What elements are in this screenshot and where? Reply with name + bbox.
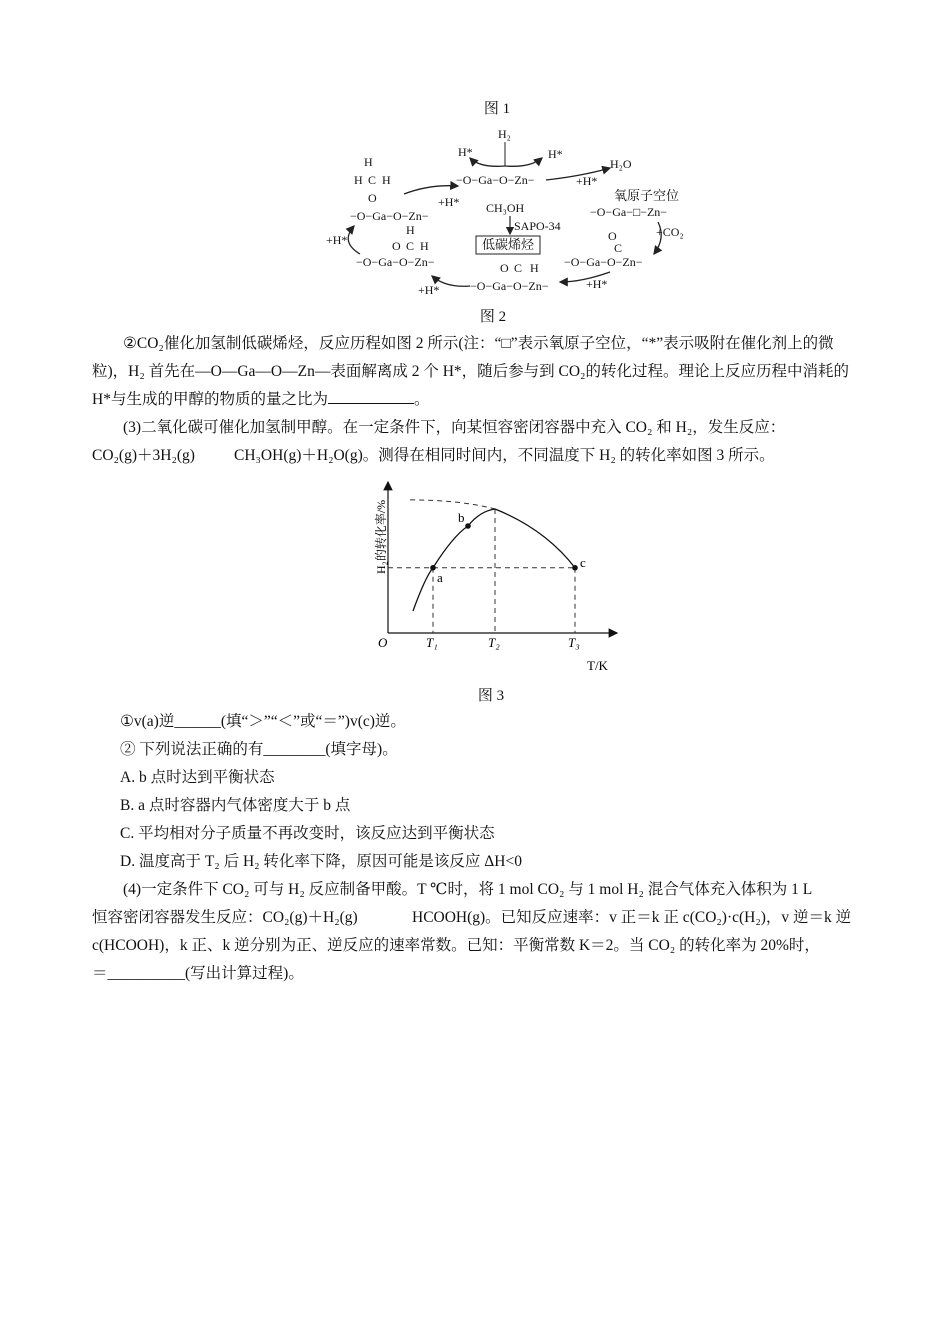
question-4-line-4: ＝__________(写出计算过程)。 [92, 965, 304, 982]
figure-3-chart [355, 476, 630, 681]
atom-c-co2: C [614, 241, 623, 255]
atom-c-formate: C [514, 261, 523, 275]
atom-h-left: H [354, 173, 363, 187]
series-conversion-solid [413, 509, 575, 611]
arrow-h-right [505, 158, 542, 166]
x-axis-label: T/K [587, 658, 608, 673]
formate-chain: −O−Ga−O−Zn− [470, 279, 549, 293]
option-b: B. a 点时容器内气体密度大于 b 点 [120, 797, 351, 814]
plus-h-bottom: +H* [418, 283, 440, 297]
atom-o-methoxy: O [368, 191, 377, 205]
olefin-label: 低碳烯烃 [482, 237, 535, 252]
figure-1-caption: 图 1 [483, 101, 511, 117]
arrow-h-left [470, 158, 505, 166]
point-b-label: b [458, 509, 465, 525]
atom-o-formate: O [500, 261, 509, 275]
question-2-paragraph [92, 330, 860, 414]
plus-co2-label: +CO₂ [656, 225, 684, 239]
atom-h-top: H [364, 155, 373, 169]
option-a: A. b 点时达到平衡状态 [120, 769, 275, 786]
origin-label: O [378, 635, 388, 650]
plus-h-bottom-right: +H* [586, 277, 608, 291]
x-tick-label-3: T₃ [568, 635, 580, 650]
figure-2-diagram [320, 122, 710, 302]
ch3oh-label: CH₃OH [486, 201, 525, 215]
x-tick-label-1: T₁ [426, 635, 438, 650]
h-star-right: H* [548, 147, 563, 161]
oxygen-vacancy-label: 氧原子空位 [614, 188, 680, 203]
plus-h-top-right: +H* [576, 174, 598, 188]
atom-c-methoxy: C [368, 173, 377, 187]
point-a [430, 565, 436, 571]
answer-blank-ratio[interactable] [328, 389, 414, 404]
question-4-line-3: c(HCOOH)，k 正、k 逆分别为正、逆反应的速率常数。已知：平衡常数 K＝2。当 CO₂ 的转化率为 20%时， [92, 937, 820, 954]
atom-h-right: H [382, 173, 391, 187]
question-4-rate-text: HCOOH(g)。已知反应速率：v 正＝k 正 c(CO₂)·c(H₂)，v 逆＝k 逆 [412, 909, 852, 926]
methoxy-chain: −O−Ga−O−Zn− [350, 209, 429, 223]
question-2-end: 。 [413, 391, 430, 408]
h2-label: H₂ [498, 127, 511, 141]
option-c: C. 平均相对分子质量不再改变时，该反应达到平衡状态 [120, 825, 495, 842]
option-d: D. 温度高于 T₂ 后 H₂ 转化率下降，原因可能是该反应 ΔH<0 [120, 853, 522, 870]
question-3-1: ①v(a)逆______(填“＞”“＜”或“＝”)v(c)逆。 [120, 713, 406, 730]
figure-3-caption: 图 3 [477, 688, 505, 704]
atom-o-co2-top: O [608, 229, 617, 243]
y-axis-label: H₂的转化率/% [374, 499, 388, 574]
question-4-reaction-left: 恒容密闭容器发生反应：CO₂(g)＋H₂(g) [92, 909, 358, 926]
atom-h-formal-right: H [420, 239, 429, 253]
co2-adsorbed-chain: −O−Ga−O−Zn− [564, 255, 643, 269]
point-c [572, 565, 578, 571]
plus-h-left: +H* [326, 233, 348, 247]
h-star-left: H* [458, 145, 473, 159]
sapo-label: SAPO-34 [514, 219, 561, 233]
point-a-label: a [437, 569, 443, 585]
question-2-text: ②CO₂催化加氢制低碳烯烃，反应历程如图 2 所示(注：“□”表示氧原子空位，“*”表示吸附在催化剂上的微粒)，H₂ 首先在—O—Ga—O—Zn—表面解离成 2 个 H*，随后参与到 CO₂的转化过程。理论上反应历程中消耗的 H*与生成的甲醇的物质的量之比为 [92, 335, 849, 408]
atom-o-formal: O [392, 239, 401, 253]
question-3-2: ② 下列说法正确的有________(填字母)。 [120, 741, 398, 758]
arrow-to-methoxy [348, 226, 360, 254]
atom-h-formal: H [406, 223, 415, 237]
question-3-reaction-right: CH₃OH(g)＋H₂O(g)。测得在相同时间内，不同温度下 H₂ 的转化率如图 3 所示。 [234, 447, 775, 464]
top-catalyst-chain: −O−Ga−O−Zn− [456, 173, 535, 187]
question-4-line-1: (4)一定条件下 CO₂ 可与 H₂ 反应制备甲酸。T ℃时，将 1 mol CO₂ 与 1 mol H₂ 混合气体充入体积为 1 L [123, 881, 813, 898]
atom-h-formate: H [530, 261, 539, 275]
question-3-intro: (3)二氧化碳可催化加氢制甲醇。在一定条件下，向某恒容密闭容器中充入 CO₂ 和 H₂，发生反应： [123, 419, 786, 436]
vacancy-chain: −O−Ga−□−Zn− [590, 205, 668, 219]
question-3-reaction-left: CO₂(g)＋3H₂(g) [92, 447, 195, 464]
series-equilibrium-dashed [410, 500, 495, 509]
x-tick-label-2: T₂ [488, 635, 500, 650]
point-b [465, 523, 471, 529]
h2o-label: H₂O [610, 157, 632, 171]
formal-chain: −O−Ga−O−Zn− [356, 255, 435, 269]
atom-c-formal: C [406, 239, 415, 253]
arrow-methoxy-to-top [404, 186, 458, 194]
point-c-label: c [580, 554, 586, 570]
plus-h-mid: +H* [438, 195, 460, 209]
figure-2-caption: 图 2 [479, 309, 507, 325]
